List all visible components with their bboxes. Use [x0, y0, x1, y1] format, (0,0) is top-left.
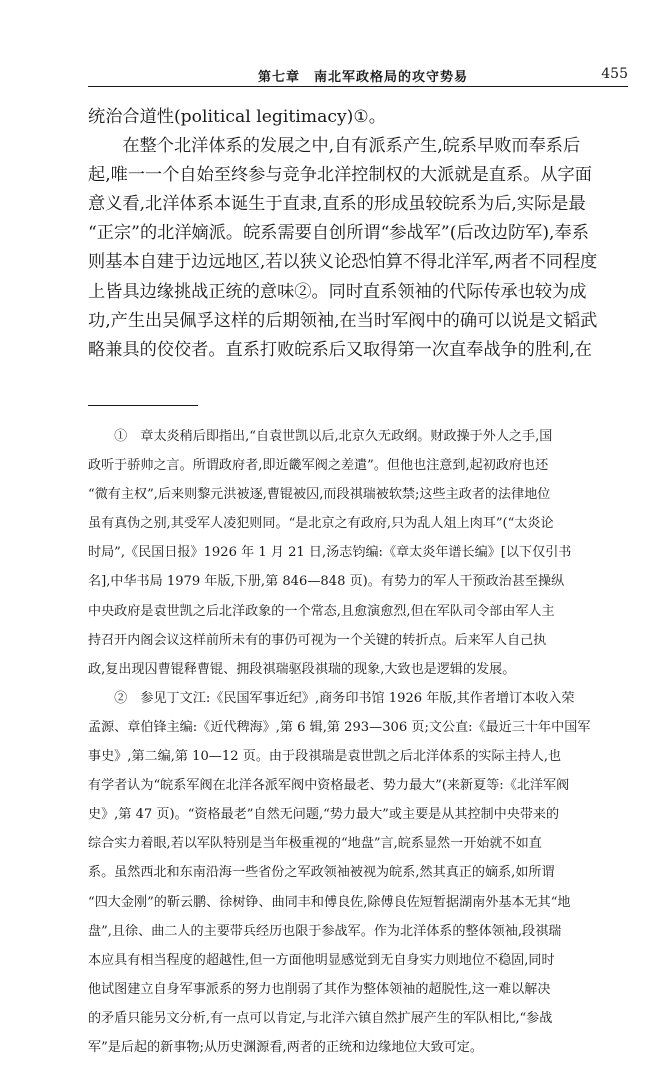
footnote-line: 的矛盾只能另文分析,有一点可以肯定,与北洋六镇自然扩展产生的军队相比,“参战: [88, 1010, 553, 1026]
footnote-line: 盘”,且徐、曲二人的主要带兵经历也限于参战军。作为北洋体系的整体领袖,段祺瑞: [88, 923, 562, 939]
footnote-line: 名],中华书局 1979 年版,下册,第 846—848 页)。有势力的军人干预政治甚至操纵: [88, 574, 565, 590]
footnote-line: 政,复出现囚曹锟释曹锟、拥段祺瑞驱段祺瑞的现象,大致也是逻辑的发展。: [88, 661, 516, 677]
footnote-rule: [88, 405, 198, 406]
footnote-line: 他试图建立自身军事派系的努力也削弱了其作为整体领袖的超脱性,这一难以解决: [88, 981, 551, 997]
footnote-line: 虽有真伪之别,其受军人凌犯则同。“是北京之有政府,只为乱人俎上肉耳”(“太炎论: [88, 516, 554, 532]
footnote-line: “四大金刚”的靳云鹏、徐树铮、曲同丰和傅良佐,除傅良佐短暂据湖南外基本无其“地: [88, 894, 571, 910]
body-line: 功,产生出吴佩孚这样的后期领袖,在当时军阀中的确可以说是文韬武: [88, 310, 598, 331]
footnotes: [88, 426, 648, 1066]
body-line: 起,唯一一个自始至终参与竞争北洋控制权的大派就是直系。从字面: [88, 165, 592, 186]
body-line: 统治合道性(political legitimacy)①。: [88, 107, 386, 127]
footnote-line: ② 参见丁文江:《民国军事近纪》,商务印书馆 1926 年版,其作者增订本收入荣: [88, 690, 575, 706]
footnote-line: 综合实力着眼,若以军队特别是当年极重视的“地盘”言,皖系显然一开始就不如直: [88, 836, 542, 852]
footnote-line: 中央政府是袁世凯之后北洋政象的一个常态,且愈演愈烈,但在军队司令部由军人主: [88, 603, 555, 619]
footnote-line: 孟源、章伯锋主编:《近代稗海》,第 6 辑,第 293—306 页;文公直:《最近三十年中国军: [88, 719, 591, 735]
chapter-title: 第七章 南北军政格局的攻守势易: [258, 70, 469, 85]
body-line: 意义看,北洋体系本诞生于直隶,直系的形成虽较皖系为后,实际是最: [88, 194, 586, 215]
body-line: 在整个北洋体系的发展之中,自有派系产生,皖系早败而奉系后: [88, 136, 581, 157]
footnote-line: 军”是后起的新事物;从历史渊源看,两者的正统和边缘地位大致可定。: [88, 1039, 483, 1055]
footnote-line: 本应具有相当程度的超越性,但一方面他明显感觉到无自身实力则地位不稳固,同时: [88, 952, 555, 968]
footnote-line: 政听于骄帅之言。所谓政府者,即近畿军阀之差遣”。但他也注意到,起初政府也还: [88, 458, 549, 474]
body-line: “正宗”的北洋嫡派。皖系需要自创所谓“参战军”(后改边防军),奉系: [88, 223, 589, 244]
body-line: 略兼具的佼佼者。直系打败皖系后又取得第一次直奉战争的胜利,在: [88, 339, 592, 360]
running-head: [88, 64, 628, 86]
footnote-line: 有学者认为“皖系军阀在北洋各派军阀中资格最老、势力最大”(来新夏等:《北洋军阀: [88, 778, 570, 794]
body-text: [88, 103, 648, 365]
footnote-line: ① 章太炎稍后即指出,“自袁世凯以后,北京久无政纲。财政操于外人之手,国: [88, 429, 553, 444]
body-line: 则基本自建于边远地区,若以狭义论恐怕算不得北洋军,两者不同程度: [88, 252, 598, 273]
body-line: 上皆具边缘挑战正统的意味②。同时直系领袖的代际传承也较为成: [88, 281, 587, 302]
header-rule: [88, 86, 628, 87]
footnote-line: 系。虽然西北和东南沿海一些省份之军政领袖被视为皖系,然其真正的嫡系,如所谓: [88, 865, 555, 881]
footnote-line: 时局”,《民国日报》1926 年 1 月 21 日,汤志钧编:《章太炎年谱长编》[以下仅引书: [88, 545, 572, 561]
footnote-line: 持召开内阁会议这样前所未有的事仍可视为一个关键的转折点。后来军人自己执: [88, 632, 547, 648]
footnote-line: 事史》,第二编,第 10—12 页。由于段祺瑞是袁世凯之后北洋体系的实际主持人,也: [88, 749, 562, 765]
page-number: 455: [601, 66, 628, 82]
footnote-line: 史》,第 47 页)。“资格最老”自然无问题,“势力最大”或主要是从其控制中央带来的: [88, 807, 560, 823]
footnote-line: “微有主权”,后来则黎元洪被逐,曹锟被囚,而段祺瑞被软禁;这些主政者的法律地位: [88, 487, 551, 503]
